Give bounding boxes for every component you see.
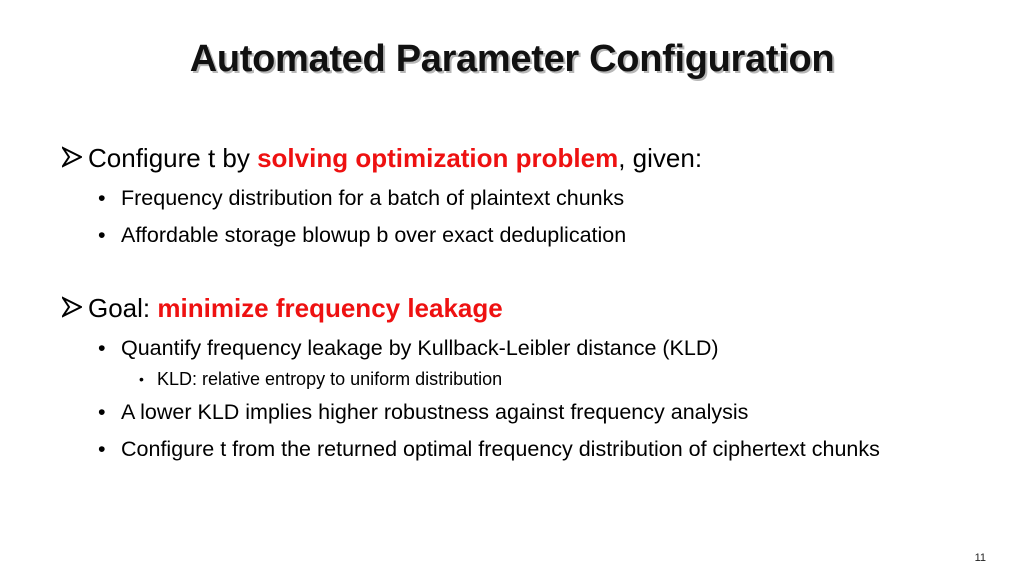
arrowhead-bullet-icon (62, 146, 88, 168)
sub-sub-bullet-kld-definition (139, 368, 982, 390)
slide-title: Automated Parameter Configuration (189, 38, 835, 80)
arrowhead-bullet-icon (62, 296, 88, 318)
sub-bullet-frequency-distribution (98, 183, 982, 213)
dot-bullet-icon: • (139, 371, 144, 387)
page-number: 11 (974, 552, 986, 564)
sub-bullet-text: Configure t from the returned optimal frequency distribution of ciphertext chunks (121, 437, 880, 461)
sub-bullet-text: A lower KLD implies higher robustness against frequency analysis (121, 400, 749, 424)
bullet-configure-prefix: Configure t by (88, 143, 258, 173)
dot-bullet-icon: • (98, 223, 106, 247)
bullet-goal-prefix: Goal: (88, 293, 158, 323)
bullet-configure (62, 140, 982, 176)
dot-bullet-icon: • (98, 336, 106, 360)
sub-bullet-text: Frequency distribution for a batch of plaintext chunks (121, 186, 625, 210)
highlight-solving-optimization: solving optimization problem (257, 143, 619, 173)
spacer (62, 250, 982, 290)
sub-bullet-lower-kld (98, 397, 982, 427)
sub-bullet-text: Quantify frequency leakage by Kullback-Leibler distance (KLD) (121, 336, 719, 360)
bullet-goal (62, 290, 982, 326)
sub-bullet-quantify-kld (98, 333, 982, 363)
highlight-minimize-leakage: minimize frequency leakage (157, 293, 503, 323)
sub-sub-bullet-text: KLD: relative entropy to uniform distribution (157, 369, 503, 389)
slide-body (62, 140, 982, 464)
sub-bullet-text: Affordable storage blowup b over exact deduplication (121, 223, 627, 247)
dot-bullet-icon: • (98, 437, 106, 461)
bullet-configure-text (88, 140, 702, 176)
bullet-goal-text (88, 290, 503, 326)
dot-bullet-icon: • (98, 400, 106, 424)
dot-bullet-icon: • (98, 186, 106, 210)
sub-bullet-configure-t (98, 434, 982, 464)
sub-bullet-storage-blowup (98, 220, 982, 250)
bullet-configure-suffix: , given: (618, 143, 703, 173)
